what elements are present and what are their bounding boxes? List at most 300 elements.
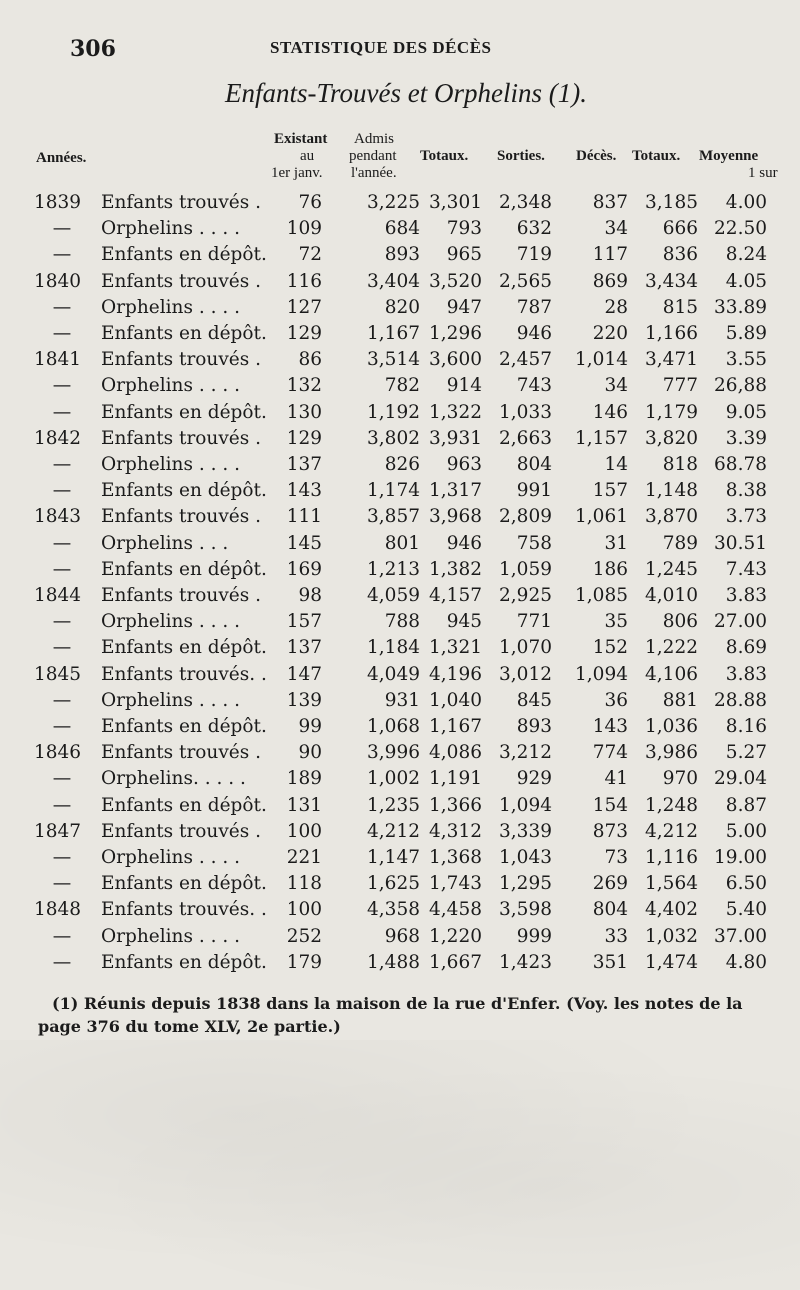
cell-deces: 1,157 <box>575 427 628 449</box>
cell-existant: 137 <box>286 637 322 659</box>
cell-deces: 837 <box>592 192 628 213</box>
cell-existant: 90 <box>298 742 322 764</box>
cell-totaux-2: 777 <box>662 375 698 397</box>
cell-totaux: 3,931 <box>429 427 482 449</box>
cell-deces: 804 <box>592 899 628 921</box>
table-row <box>0 871 800 896</box>
header-moyenne-2: 1 sur <box>748 165 778 181</box>
header-totaux-1: Totaux. <box>420 148 469 164</box>
header-existant-2: au <box>300 148 315 164</box>
cell-totaux: 945 <box>446 611 482 633</box>
cell-totaux-2: 806 <box>662 611 698 633</box>
table-row <box>0 819 800 844</box>
cell-totaux: 1,368 <box>429 847 482 868</box>
row-category: Enfants trouvés . <box>101 820 262 842</box>
table-row <box>0 635 800 660</box>
header-existant-1: Existant <box>274 131 328 147</box>
row-year: — <box>52 244 72 266</box>
cell-totaux: 1,382 <box>429 558 482 580</box>
cell-admis: 1,213 <box>367 558 420 580</box>
cell-existant: 109 <box>286 218 322 240</box>
row-year: 1848 <box>34 899 82 921</box>
cell-moyenne: 8.24 <box>725 244 767 266</box>
cell-existant: 132 <box>286 375 322 397</box>
cell-admis: 4,358 <box>367 899 420 921</box>
cell-moyenne: 4.80 <box>725 951 767 973</box>
row-year: 1844 <box>34 585 82 606</box>
row-year: — <box>52 218 72 240</box>
cell-sorties: 1,059 <box>499 558 552 580</box>
table-row <box>0 216 800 241</box>
cell-deces: 28 <box>604 296 628 318</box>
row-year: 1841 <box>34 349 82 371</box>
row-year: 1840 <box>34 270 82 292</box>
cell-deces: 35 <box>604 611 628 633</box>
cell-moyenne: 3.73 <box>725 506 767 528</box>
cell-sorties: 845 <box>516 689 552 711</box>
row-year: 1842 <box>34 427 82 449</box>
cell-totaux: 1,322 <box>429 401 482 423</box>
table-row <box>0 373 800 398</box>
table-row <box>0 531 800 556</box>
cell-existant: 189 <box>286 768 322 790</box>
cell-sorties: 804 <box>516 454 552 475</box>
header-moyenne-1: Moyenne <box>699 148 759 164</box>
cell-moyenne: 3.39 <box>725 427 767 449</box>
cell-existant: 129 <box>286 323 322 344</box>
cell-totaux: 3,301 <box>429 192 482 213</box>
cell-moyenne: 26,88 <box>714 375 767 397</box>
cell-totaux-2: 4,010 <box>645 585 698 606</box>
cell-admis: 684 <box>384 218 420 240</box>
cell-totaux: 4,458 <box>429 899 482 921</box>
cell-totaux-2: 666 <box>662 218 698 240</box>
row-category: Orphelins . . . . <box>101 218 241 240</box>
cell-totaux: 1,296 <box>429 323 482 344</box>
cell-moyenne: 4.00 <box>725 192 767 213</box>
cell-admis: 893 <box>384 244 420 266</box>
cell-totaux-2: 1,166 <box>645 323 698 344</box>
running-head: STATISTIQUE DES DÉCÈS <box>270 38 492 57</box>
cell-sorties: 1,070 <box>499 637 552 659</box>
row-year: — <box>52 794 72 816</box>
cell-totaux-2: 1,036 <box>645 716 698 737</box>
cell-existant: 139 <box>286 689 322 711</box>
page-number: 306 <box>70 36 116 62</box>
table-row <box>0 557 800 582</box>
row-category: Enfants en dépôt. <box>101 401 267 423</box>
cell-moyenne: 7.43 <box>725 558 767 580</box>
cell-deces: 220 <box>592 323 628 344</box>
cell-totaux: 4,196 <box>429 663 482 685</box>
cell-totaux: 1,366 <box>429 794 482 816</box>
cell-admis: 826 <box>384 454 420 475</box>
table-row <box>0 452 800 477</box>
cell-existant: 76 <box>298 192 322 213</box>
cell-totaux-2: 1,245 <box>645 558 698 580</box>
cell-moyenne: 8.38 <box>725 480 767 502</box>
table-row <box>0 924 800 949</box>
cell-deces: 34 <box>604 375 628 397</box>
header-totaux-2: Totaux. <box>632 148 681 164</box>
row-category: Enfants trouvés . <box>101 349 262 371</box>
table-row <box>0 426 800 451</box>
cell-sorties: 3,339 <box>499 820 552 842</box>
cell-existant: 252 <box>286 925 322 947</box>
cell-existant: 143 <box>286 480 322 502</box>
cell-deces: 1,085 <box>575 585 628 606</box>
row-year: 1845 <box>34 663 82 685</box>
cell-existant: 116 <box>286 270 322 292</box>
cell-sorties: 632 <box>516 218 552 240</box>
cell-sorties: 2,663 <box>499 427 552 449</box>
row-year: — <box>52 323 72 344</box>
row-category: Enfants en dépôt. <box>101 873 267 895</box>
cell-sorties: 2,348 <box>499 192 552 213</box>
cell-admis: 931 <box>384 689 420 711</box>
row-year: — <box>52 689 72 711</box>
cell-deces: 73 <box>604 847 628 868</box>
cell-totaux-2: 1,474 <box>645 951 698 973</box>
table-title: Enfants-Trouvés et Orphelins (1). <box>225 78 587 108</box>
row-year: 1846 <box>34 742 82 764</box>
cell-admis: 4,212 <box>367 820 420 842</box>
cell-moyenne: 5.40 <box>725 899 767 921</box>
cell-existant: 179 <box>286 951 322 973</box>
row-year: — <box>52 375 72 397</box>
cell-totaux-2: 1,148 <box>645 480 698 502</box>
cell-deces: 186 <box>592 558 628 580</box>
cell-moyenne: 19.00 <box>714 847 767 868</box>
cell-totaux-2: 3,185 <box>645 192 698 213</box>
cell-moyenne: 33.89 <box>714 296 767 318</box>
row-category: Orphelins. . . . . <box>101 768 246 790</box>
header-admis-3: l'année. <box>351 165 397 181</box>
cell-existant: 127 <box>286 296 322 318</box>
cell-admis: 3,225 <box>367 192 420 213</box>
cell-admis: 1,488 <box>367 951 420 973</box>
cell-sorties: 3,212 <box>499 742 552 764</box>
cell-sorties: 719 <box>516 244 552 266</box>
cell-existant: 100 <box>286 820 322 842</box>
table-row <box>0 400 800 425</box>
cell-totaux: 1,220 <box>429 925 482 947</box>
row-year: — <box>52 873 72 895</box>
cell-totaux-2: 4,212 <box>645 820 698 842</box>
row-category: Orphelins . . . <box>101 532 229 554</box>
cell-sorties: 3,598 <box>499 899 552 921</box>
row-year: — <box>52 951 72 973</box>
cell-totaux: 1,317 <box>429 480 482 502</box>
cell-totaux-2: 1,564 <box>645 873 698 895</box>
cell-existant: 86 <box>298 349 322 371</box>
cell-totaux: 1,667 <box>429 951 482 973</box>
cell-totaux-2: 3,870 <box>645 506 698 528</box>
cell-admis: 1,002 <box>367 768 420 790</box>
cell-totaux: 3,600 <box>429 349 482 371</box>
cell-existant: 72 <box>298 244 322 266</box>
footnote: (1) Réunis depuis 1838 dans la maison de la rue d'Enfer. (Voy. les notes de la page 376 du tome XLV, 2e partie.) <box>38 994 743 1036</box>
cell-sorties: 999 <box>516 925 552 947</box>
cell-admis: 1,167 <box>367 323 420 344</box>
cell-existant: 118 <box>286 873 322 895</box>
cell-deces: 14 <box>604 454 628 475</box>
cell-totaux: 793 <box>446 218 482 240</box>
cell-admis: 3,514 <box>367 349 420 371</box>
cell-sorties: 787 <box>516 296 552 318</box>
cell-moyenne: 5.00 <box>725 820 767 842</box>
table-row <box>0 295 800 320</box>
row-year: — <box>52 611 72 633</box>
header-existant-3: 1er janv. <box>271 165 323 181</box>
cell-sorties: 743 <box>516 375 552 397</box>
cell-sorties: 893 <box>516 716 552 737</box>
cell-totaux: 1,743 <box>429 873 482 895</box>
row-category: Enfants en dépôt. <box>101 637 267 659</box>
row-category: Enfants trouvés . <box>101 192 262 213</box>
cell-existant: 137 <box>286 454 322 475</box>
table-row <box>0 242 800 267</box>
row-year: 1843 <box>34 506 82 528</box>
cell-admis: 820 <box>384 296 420 318</box>
cell-deces: 143 <box>592 716 628 737</box>
cell-moyenne: 29.04 <box>714 768 767 790</box>
row-category: Enfants en dépôt. <box>101 716 267 737</box>
row-category: Enfants en dépôt. <box>101 244 267 266</box>
cell-totaux: 1,321 <box>429 637 482 659</box>
cell-deces: 117 <box>592 244 628 266</box>
cell-totaux-2: 836 <box>662 244 698 266</box>
cell-moyenne: 8.87 <box>725 794 767 816</box>
cell-moyenne: 27.00 <box>714 611 767 633</box>
table-row <box>0 321 800 346</box>
row-year: — <box>52 296 72 318</box>
cell-moyenne: 37.00 <box>714 925 767 947</box>
cell-deces: 34 <box>604 218 628 240</box>
table-row <box>0 740 800 765</box>
cell-deces: 1,014 <box>575 349 628 371</box>
table-row <box>0 714 800 739</box>
row-year: 1847 <box>34 820 82 842</box>
cell-deces: 36 <box>604 689 628 711</box>
cell-admis: 4,059 <box>367 585 420 606</box>
cell-deces: 152 <box>592 637 628 659</box>
cell-totaux-2: 1,179 <box>645 401 698 423</box>
cell-sorties: 3,012 <box>499 663 552 685</box>
cell-deces: 351 <box>592 951 628 973</box>
cell-totaux-2: 881 <box>662 689 698 711</box>
row-category: Enfants trouvés. . <box>101 663 267 685</box>
cell-totaux: 963 <box>446 454 482 475</box>
cell-totaux: 4,312 <box>429 820 482 842</box>
row-category: Enfants en dépôt. <box>101 480 267 502</box>
table-row <box>0 662 800 687</box>
header-annees: Années. <box>36 150 87 166</box>
table-row <box>0 950 800 975</box>
row-category: Orphelins . . . . <box>101 296 241 318</box>
cell-deces: 1,061 <box>575 506 628 528</box>
cell-admis: 3,404 <box>367 270 420 292</box>
cell-sorties: 758 <box>516 532 552 554</box>
cell-totaux-2: 3,434 <box>645 270 698 292</box>
cell-totaux: 946 <box>446 532 482 554</box>
cell-sorties: 2,565 <box>499 270 552 292</box>
cell-existant: 169 <box>286 558 322 580</box>
cell-existant: 147 <box>286 663 322 685</box>
row-category: Enfants en dépôt. <box>101 558 267 580</box>
cell-totaux: 3,968 <box>429 506 482 528</box>
cell-deces: 774 <box>592 742 628 764</box>
row-year: — <box>52 401 72 423</box>
cell-deces: 154 <box>592 794 628 816</box>
cell-moyenne: 5.27 <box>725 742 767 764</box>
row-category: Enfants trouvés . <box>101 742 262 764</box>
row-year: — <box>52 768 72 790</box>
cell-totaux-2: 1,032 <box>645 925 698 947</box>
table-row <box>0 897 800 922</box>
row-year: — <box>52 847 72 868</box>
cell-moyenne: 3.55 <box>725 349 767 371</box>
row-category: Enfants en dépôt. <box>101 951 267 973</box>
cell-sorties: 2,457 <box>499 349 552 371</box>
cell-totaux: 4,157 <box>429 585 482 606</box>
header-admis-2: pendant <box>349 148 397 164</box>
cell-totaux: 1,040 <box>429 689 482 711</box>
row-category: Orphelins . . . . <box>101 454 241 475</box>
table-row <box>0 609 800 634</box>
cell-totaux: 1,167 <box>429 716 482 737</box>
cell-totaux-2: 818 <box>662 454 698 475</box>
row-year: — <box>52 716 72 737</box>
cell-sorties: 1,423 <box>499 951 552 973</box>
row-category: Orphelins . . . . <box>101 689 241 711</box>
cell-sorties: 1,043 <box>499 847 552 868</box>
cell-deces: 157 <box>592 480 628 502</box>
cell-totaux: 965 <box>446 244 482 266</box>
cell-admis: 3,802 <box>367 427 420 449</box>
cell-totaux-2: 3,820 <box>645 427 698 449</box>
cell-existant: 221 <box>286 847 322 868</box>
cell-existant: 111 <box>286 506 322 528</box>
table-row <box>0 504 800 529</box>
cell-totaux-2: 789 <box>662 532 698 554</box>
cell-totaux: 914 <box>446 375 482 397</box>
cell-sorties: 1,094 <box>499 794 552 816</box>
row-category: Enfants trouvés . <box>101 506 262 528</box>
cell-admis: 788 <box>384 611 420 633</box>
cell-admis: 1,068 <box>367 716 420 737</box>
cell-admis: 801 <box>384 532 420 554</box>
cell-admis: 968 <box>384 925 420 947</box>
table-row <box>0 478 800 503</box>
cell-deces: 33 <box>604 925 628 947</box>
row-year: — <box>52 480 72 502</box>
table-row <box>0 269 800 294</box>
cell-moyenne: 8.69 <box>725 637 767 659</box>
table-row <box>0 347 800 372</box>
row-year: 1839 <box>34 192 82 213</box>
row-category: Enfants en dépôt. <box>101 794 267 816</box>
cell-moyenne: 68.78 <box>714 454 767 475</box>
row-category: Orphelins . . . . <box>101 847 241 868</box>
cell-admis: 1,625 <box>367 873 420 895</box>
cell-moyenne: 4.05 <box>725 270 767 292</box>
cell-moyenne: 6.50 <box>725 873 767 895</box>
cell-moyenne: 8.16 <box>725 716 767 737</box>
cell-existant: 145 <box>286 532 322 554</box>
cell-sorties: 1,033 <box>499 401 552 423</box>
cell-existant: 157 <box>286 611 322 633</box>
cell-totaux-2: 1,248 <box>645 794 698 816</box>
cell-admis: 782 <box>384 375 420 397</box>
table-row <box>0 190 800 215</box>
header-admis-1: Admis <box>354 131 395 147</box>
cell-moyenne: 22.50 <box>714 218 767 240</box>
cell-admis: 4,049 <box>367 663 420 685</box>
cell-totaux-2: 3,471 <box>645 349 698 371</box>
row-category: Enfants trouvés . <box>101 270 262 292</box>
row-year: — <box>52 532 72 554</box>
cell-totaux-2: 815 <box>662 296 698 318</box>
cell-totaux-2: 1,222 <box>645 637 698 659</box>
cell-moyenne: 28.88 <box>714 689 767 711</box>
cell-deces: 1,094 <box>575 663 628 685</box>
bleed-through-area <box>0 1040 800 1290</box>
cell-admis: 1,184 <box>367 637 420 659</box>
row-year: — <box>52 925 72 947</box>
cell-totaux-2: 970 <box>662 768 698 790</box>
cell-sorties: 2,809 <box>499 506 552 528</box>
cell-moyenne: 3.83 <box>725 585 767 606</box>
row-year: — <box>52 558 72 580</box>
row-year: — <box>52 637 72 659</box>
cell-existant: 131 <box>286 794 322 816</box>
cell-totaux: 3,520 <box>429 270 482 292</box>
row-category: Enfants trouvés. . <box>101 899 267 921</box>
cell-moyenne: 5.89 <box>725 323 767 344</box>
cell-sorties: 991 <box>516 480 552 502</box>
header-deces: Décès. <box>576 148 617 164</box>
cell-admis: 1,192 <box>367 401 420 423</box>
row-category: Enfants trouvés . <box>101 585 262 606</box>
cell-sorties: 771 <box>516 611 552 633</box>
cell-totaux: 4,086 <box>429 742 482 764</box>
cell-admis: 1,147 <box>367 847 420 868</box>
table-row <box>0 845 800 870</box>
cell-deces: 269 <box>592 873 628 895</box>
table-row <box>0 766 800 791</box>
row-category: Orphelins . . . . <box>101 925 241 947</box>
cell-existant: 100 <box>286 899 322 921</box>
header-sorties: Sorties. <box>497 148 545 164</box>
cell-deces: 869 <box>592 270 628 292</box>
row-category: Orphelins . . . . <box>101 375 241 397</box>
cell-deces: 31 <box>604 532 628 554</box>
cell-totaux-2: 3,986 <box>645 742 698 764</box>
cell-sorties: 1,295 <box>499 873 552 895</box>
cell-deces: 873 <box>592 820 628 842</box>
table-row <box>0 793 800 818</box>
table-row <box>0 583 800 608</box>
cell-totaux-2: 4,106 <box>645 663 698 685</box>
row-category: Orphelins . . . . <box>101 611 241 633</box>
cell-moyenne: 30.51 <box>714 532 767 554</box>
cell-admis: 1,235 <box>367 794 420 816</box>
cell-totaux: 947 <box>446 296 482 318</box>
cell-existant: 99 <box>298 716 322 737</box>
row-category: Enfants en dépôt. <box>101 323 267 344</box>
cell-sorties: 2,925 <box>499 585 552 606</box>
